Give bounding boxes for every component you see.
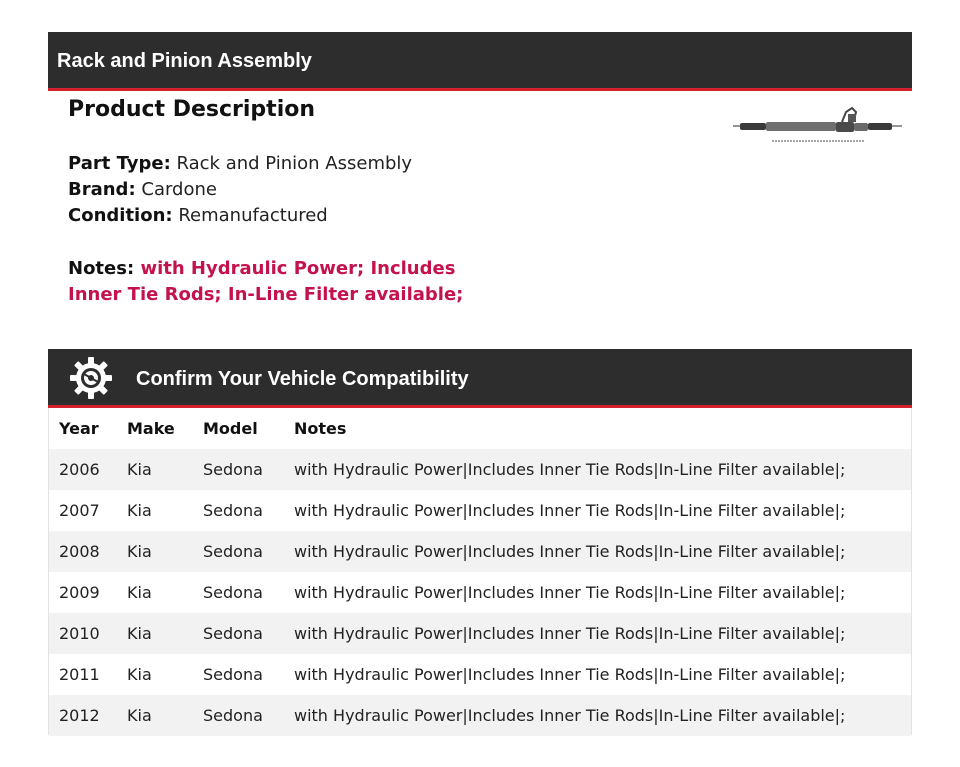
header-bar: [48, 32, 912, 91]
table-header-row: [49, 408, 911, 449]
cell-make: Kia: [127, 460, 152, 479]
brand-label: Brand:: [68, 179, 136, 200]
notes-line-2: [68, 282, 463, 308]
part-type-label: Part Type:: [68, 153, 171, 174]
cell-year: 2006: [59, 460, 100, 479]
cell-year: 2007: [59, 501, 100, 520]
cell-model: Sedona: [203, 501, 263, 520]
condition-value: Remanufactured: [178, 205, 328, 226]
table-row: [49, 490, 911, 531]
gear-car-icon: [69, 356, 113, 400]
cell-notes: with Hydraulic Power|Includes Inner Tie Rods|In-Line Filter available|;: [294, 583, 846, 602]
cell-notes: with Hydraulic Power|Includes Inner Tie Rods|In-Line Filter available|;: [294, 460, 846, 479]
spec-condition: [68, 203, 328, 229]
cell-model: Sedona: [203, 624, 263, 643]
table-row: [49, 572, 911, 613]
notes-label: Notes:: [68, 258, 135, 279]
rack-and-pinion-image: [730, 104, 905, 146]
table-row: [49, 449, 911, 490]
cell-year: 2010: [59, 624, 100, 643]
cell-year: 2009: [59, 583, 100, 602]
cell-model: Sedona: [203, 542, 263, 561]
cell-make: Kia: [127, 624, 152, 643]
page-title: Rack and Pinion Assembly: [57, 50, 312, 72]
condition-label: Condition:: [68, 205, 173, 226]
cell-year: 2012: [59, 706, 100, 725]
part-type-value: Rack and Pinion Assembly: [176, 153, 413, 174]
spec-brand: [68, 177, 217, 203]
column-header-notes: Notes: [294, 419, 347, 438]
cell-make: Kia: [127, 583, 152, 602]
compatibility-header: [48, 349, 912, 408]
cell-make: Kia: [127, 501, 152, 520]
column-header-make: Make: [127, 419, 175, 438]
column-header-year: Year: [59, 419, 99, 438]
brand-value: Cardone: [141, 179, 217, 200]
cell-make: Kia: [127, 542, 152, 561]
table-row: [49, 695, 911, 736]
cell-model: Sedona: [203, 706, 263, 725]
cell-year: 2011: [59, 665, 100, 684]
column-header-model: Model: [203, 419, 258, 438]
table-row: [49, 613, 911, 654]
table-row: [49, 531, 911, 572]
spec-part-type: [68, 151, 412, 177]
compatibility-title: Confirm Your Vehicle Compatibility: [136, 368, 469, 390]
cell-notes: with Hydraulic Power|Includes Inner Tie Rods|In-Line Filter available|;: [294, 501, 846, 520]
cell-year: 2008: [59, 542, 100, 561]
notes-value-2: Inner Tie Rods; In-Line Filter available;: [68, 284, 464, 305]
cell-model: Sedona: [203, 665, 263, 684]
cell-notes: with Hydraulic Power|Includes Inner Tie Rods|In-Line Filter available|;: [294, 542, 846, 561]
description-heading: Product Description: [68, 97, 316, 122]
cell-notes: with Hydraulic Power|Includes Inner Tie Rods|In-Line Filter available|;: [294, 624, 846, 643]
table-row: [49, 654, 911, 695]
notes-value-1: with Hydraulic Power; Includes: [140, 258, 456, 279]
cell-model: Sedona: [203, 460, 263, 479]
compatibility-table: [48, 408, 912, 735]
cell-make: Kia: [127, 706, 152, 725]
cell-model: Sedona: [203, 583, 263, 602]
cell-notes: with Hydraulic Power|Includes Inner Tie Rods|In-Line Filter available|;: [294, 706, 846, 725]
cell-make: Kia: [127, 665, 152, 684]
cell-notes: with Hydraulic Power|Includes Inner Tie Rods|In-Line Filter available|;: [294, 665, 846, 684]
notes-line-1: [68, 256, 455, 282]
